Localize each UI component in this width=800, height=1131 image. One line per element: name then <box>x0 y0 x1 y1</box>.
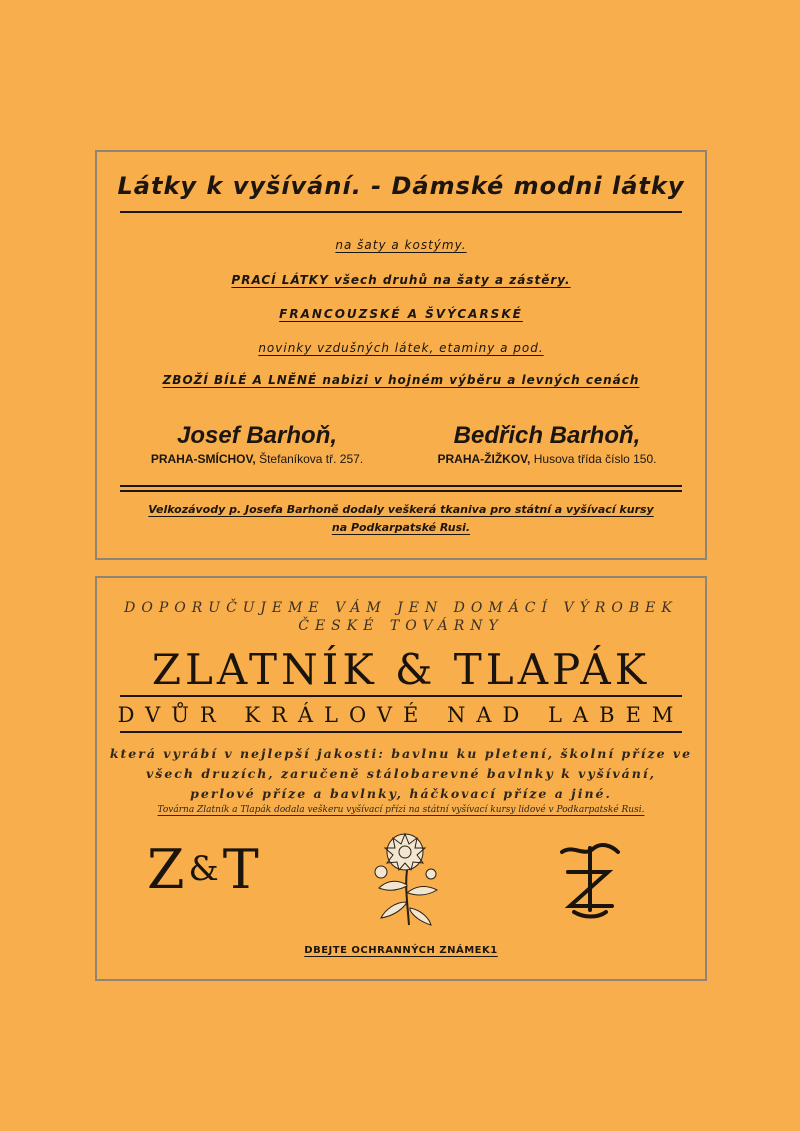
person-city: PRAHA-ŽIŽKOV, <box>437 452 531 466</box>
trademark-notice: DBEJTE OCHRANNÝCH ZNÁMEK1 <box>304 945 498 956</box>
flower-trademark-icon <box>367 830 447 930</box>
zt-monogram-icon <box>554 840 624 920</box>
divider <box>120 211 682 213</box>
person-street: Štefaníkova tř. 257. <box>259 452 364 466</box>
divider <box>120 731 682 733</box>
product-line: která vyrábí v nejlepší jakosti: bavlnu ku pletení, školní příze ve <box>109 746 693 761</box>
logo-letter-t: T <box>222 838 259 901</box>
company-location: DVŮR KRÁLOVÉ NAD LABEM <box>117 703 685 727</box>
divider <box>120 695 682 697</box>
footer-line: Velkozávody p. Josefa Barhoně dodaly veškerá tkaniva pro státní a vyšívací kursy <box>148 503 654 516</box>
divider <box>120 485 682 487</box>
person-city: PRAHA-SMÍCHOV, <box>150 452 256 466</box>
person-bedrich <box>397 422 697 466</box>
zt-logo <box>147 838 259 901</box>
recommend-line: ČESKÉ TOVÁRNY <box>298 618 504 634</box>
person-name: Bedřich Barhoň, <box>453 422 641 449</box>
logo-ampersand: & <box>188 849 219 889</box>
text-line: PRACÍ LÁTKY všech druhů na šaty a zástěry. <box>231 273 571 287</box>
company-name: ZLATNÍK & TLAPÁK <box>151 645 651 694</box>
zlatnik-tlapak-advertisement <box>95 576 707 981</box>
ad-title: Látky k vyšívání. - Dámské modni látky <box>117 172 685 200</box>
person-street: Husova třída číslo 150. <box>533 452 657 466</box>
person-josef <box>117 422 397 466</box>
text-line: novinky vzdušných látek, etaminy a pod. <box>258 341 544 355</box>
text-line: FRANCOUZSKÉ A ŠVÝCARSKÉ <box>279 307 523 321</box>
recommend-line: DOPORUČUJEME VÁM JEN DOMÁCÍ VÝROBEK <box>124 600 678 616</box>
product-line: všech druzích, zaručeně stálobarevné bavlnky k vyšívání, <box>146 766 656 781</box>
text-line: na šaty a kostýmy. <box>335 238 467 252</box>
person-name: Josef Barhoň, <box>176 422 338 449</box>
divider <box>120 490 682 492</box>
footer-line: na Podkarpatské Rusi. <box>331 521 471 534</box>
logo-letter-z: Z <box>147 838 185 901</box>
product-line: perlové příze a bavlnky, háčkovací příze a jiné. <box>190 786 612 801</box>
barhon-advertisement <box>95 150 707 560</box>
supply-note: Továrna Zlatník a Tlapák dodala veškeru vyšívací přízi na státní vyšívací kursy lidové v Podkarpatské Rusi. <box>157 805 645 815</box>
text-line: ZBOŽÍ BÍLÉ A LNĚNÉ nabizi v hojném výběru a levných cenách <box>162 373 640 387</box>
